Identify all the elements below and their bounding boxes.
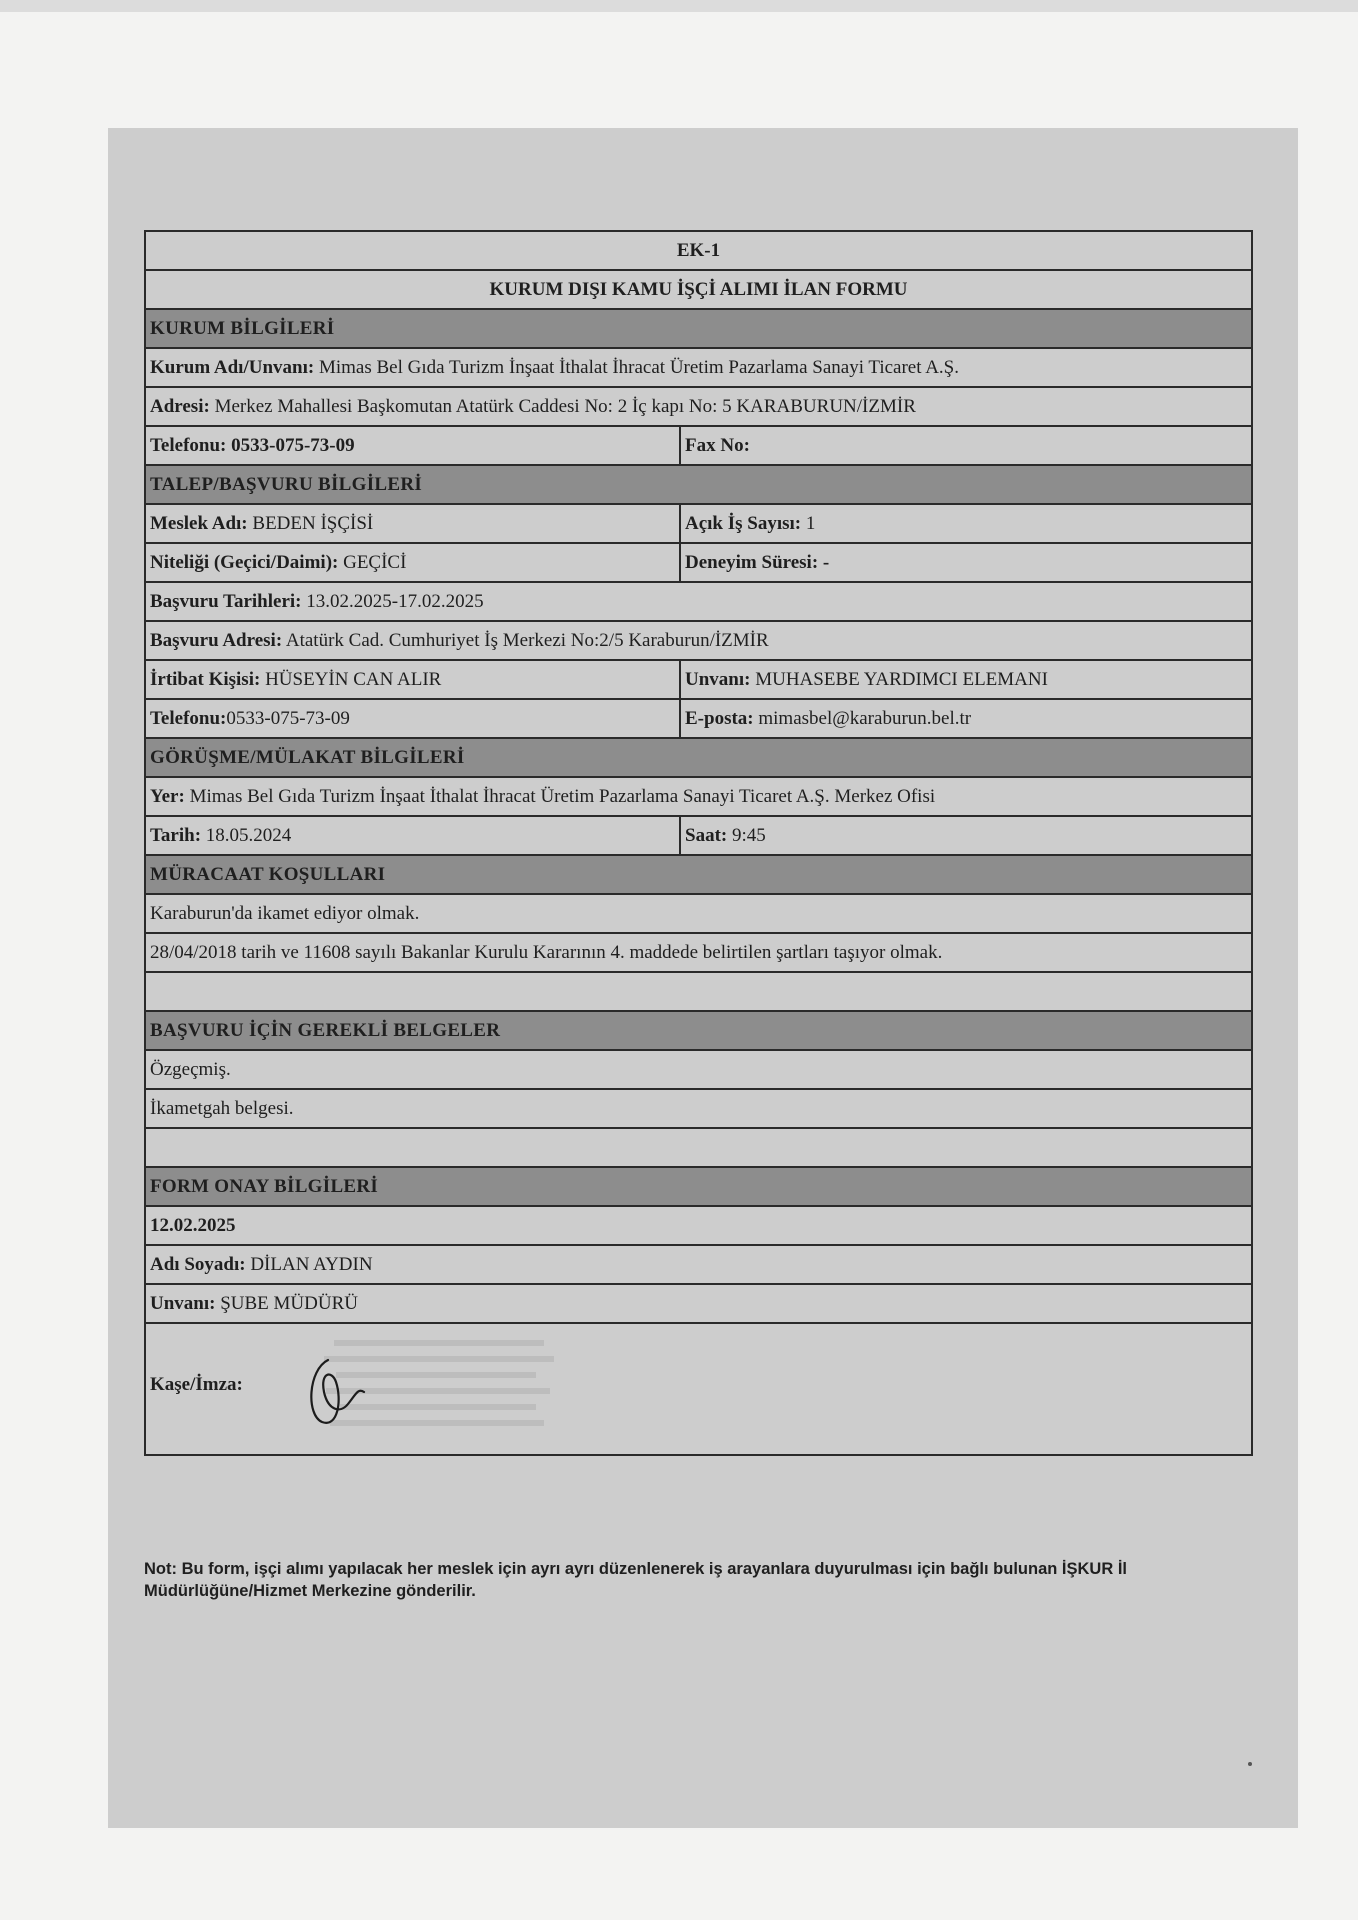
section-muracaat: MÜRACAAT KOŞULLARI xyxy=(145,855,1252,894)
experience-cell xyxy=(680,543,1252,582)
document-item: Özgeçmiş. xyxy=(145,1050,1252,1089)
faded-stamp-icon xyxy=(324,1340,554,1426)
empty-row xyxy=(145,1128,1252,1167)
interview-date-value: 18.05.2024 xyxy=(201,824,292,846)
interview-place-value: Mimas Bel Gıda Turizm İnşaat İthalat İhracat Üretim Pazarlama Sanayi Ticaret A.Ş. Merkez Ofisi xyxy=(184,785,936,807)
approver-title-value: ŞUBE MÜDÜRÜ xyxy=(215,1292,358,1314)
contact-title-label: Unvanı: xyxy=(685,668,751,690)
stamp-signature-cell xyxy=(145,1323,1252,1455)
contact-person-value: HÜSEYİN CAN ALIR xyxy=(260,668,442,690)
document-item: İkametgah belgesi. xyxy=(145,1089,1252,1128)
institution-address-label: Adresi: xyxy=(150,395,210,417)
interview-date-cell xyxy=(145,816,680,855)
application-address-value: Atatürk Cad. Cumhuriyet İş Merkezi No:2/5 Karaburun/İZMİR xyxy=(282,629,769,651)
experience-label: Deneyim Süresi: xyxy=(685,551,819,573)
institution-name-row xyxy=(145,348,1252,387)
institution-name-label: Kurum Adı/Unvanı: xyxy=(150,356,315,378)
interview-time-label: Saat: xyxy=(685,824,728,846)
section-belgeler: BAŞVURU İÇİN GEREKLİ BELGELER xyxy=(145,1011,1252,1050)
nature-value: GEÇİCİ xyxy=(338,551,407,573)
occupation-label: Meslek Adı: xyxy=(150,512,248,534)
stamp-signature-graphic xyxy=(300,1330,620,1448)
form-title: KURUM DIŞI KAMU İŞÇİ ALIMI İLAN FORMU xyxy=(145,270,1252,309)
institution-phone-label: Telefonu: xyxy=(150,434,227,456)
nature-label: Niteliği (Geçici/Daimi): xyxy=(150,551,339,573)
application-dates-value: 13.02.2025-17.02.2025 xyxy=(301,590,484,612)
approver-title-label: Unvanı: xyxy=(150,1292,216,1314)
nature-cell xyxy=(145,543,680,582)
openings-label: Açık İş Sayısı: xyxy=(685,512,802,534)
section-gorusme: GÖRÜŞME/MÜLAKAT BİLGİLERİ xyxy=(145,738,1252,777)
contact-phone-value: 0533-075-73-09 xyxy=(226,707,350,729)
application-address-row xyxy=(145,621,1252,660)
openings-value: 1 xyxy=(801,512,816,534)
scan-edge xyxy=(0,0,1358,12)
institution-fax-label: Fax No: xyxy=(685,434,750,456)
institution-phone-value: 0533-075-73-09 xyxy=(226,434,355,456)
interview-time-value: 9:45 xyxy=(727,824,766,846)
contact-phone-label: Telefonu: xyxy=(150,707,227,729)
contact-title-value: MUHASEBE YARDIMCI ELEMANI xyxy=(750,668,1048,690)
interview-place-label: Yer: xyxy=(150,785,185,807)
application-dates-row xyxy=(145,582,1252,621)
approver-name-label: Adı Soyadı: xyxy=(150,1253,246,1275)
annex-label: EK-1 xyxy=(145,231,1252,270)
experience-value: - xyxy=(818,551,830,573)
interview-time-cell xyxy=(680,816,1252,855)
contact-email-label: E-posta: xyxy=(685,707,754,729)
contact-title-cell xyxy=(680,660,1252,699)
contact-person-cell xyxy=(145,660,680,699)
occupation-value: BEDEN İŞÇİSİ xyxy=(247,512,374,534)
institution-address-value: Merkez Mahallesi Başkomutan Atatürk Caddesi No: 2 İç kapı No: 5 KARABURUN/İZMİR xyxy=(209,395,916,417)
institution-address-row xyxy=(145,387,1252,426)
approver-name-row xyxy=(145,1245,1252,1284)
scan-speck xyxy=(1248,1762,1252,1766)
approval-date: 12.02.2025 xyxy=(145,1206,1252,1245)
contact-person-label: İrtibat Kişisi: xyxy=(150,668,261,690)
contact-phone-cell xyxy=(145,699,680,738)
contact-email-value: mimasbel@karaburun.bel.tr xyxy=(753,707,972,729)
interview-date-label: Tarih: xyxy=(150,824,202,846)
condition-item: 28/04/2018 tarih ve 11608 sayılı Bakanlar Kurulu Kararının 4. maddede belirtilen şartları taşıyor olmak. xyxy=(145,933,1252,972)
institution-fax-cell xyxy=(680,426,1252,465)
approver-name-value: DİLAN AYDIN xyxy=(245,1253,373,1275)
application-address-label: Başvuru Adresi: xyxy=(150,629,283,651)
job-posting-form xyxy=(144,230,1253,1456)
footnote: Not: Bu form, işçi alımı yapılacak her meslek için ayrı ayrı düzenlenerek iş arayanlara duyurulması için bağlı bulunan İŞKUR İl Müdürlüğüne/Hizmet Merkezine gönderilir. xyxy=(144,1560,1128,1600)
occupation-cell xyxy=(145,504,680,543)
institution-name-value: Mimas Bel Gıda Turizm İnşaat İthalat İhracat Üretim Pazarlama Sanayi Ticaret A.Ş. xyxy=(314,356,959,378)
section-onay: FORM ONAY BİLGİLERİ xyxy=(145,1167,1252,1206)
section-kurum: KURUM BİLGİLERİ xyxy=(145,309,1252,348)
empty-row xyxy=(145,972,1252,1011)
contact-email-cell xyxy=(680,699,1252,738)
condition-item: Karaburun'da ikamet ediyor olmak. xyxy=(145,894,1252,933)
application-dates-label: Başvuru Tarihleri: xyxy=(150,590,302,612)
section-talep: TALEP/BAŞVURU BİLGİLERİ xyxy=(145,465,1252,504)
stamp-signature-label: Kaşe/İmza: xyxy=(150,1374,243,1395)
interview-place-row xyxy=(145,777,1252,816)
approver-title-row xyxy=(145,1284,1252,1323)
institution-phone-cell xyxy=(145,426,680,465)
openings-cell xyxy=(680,504,1252,543)
